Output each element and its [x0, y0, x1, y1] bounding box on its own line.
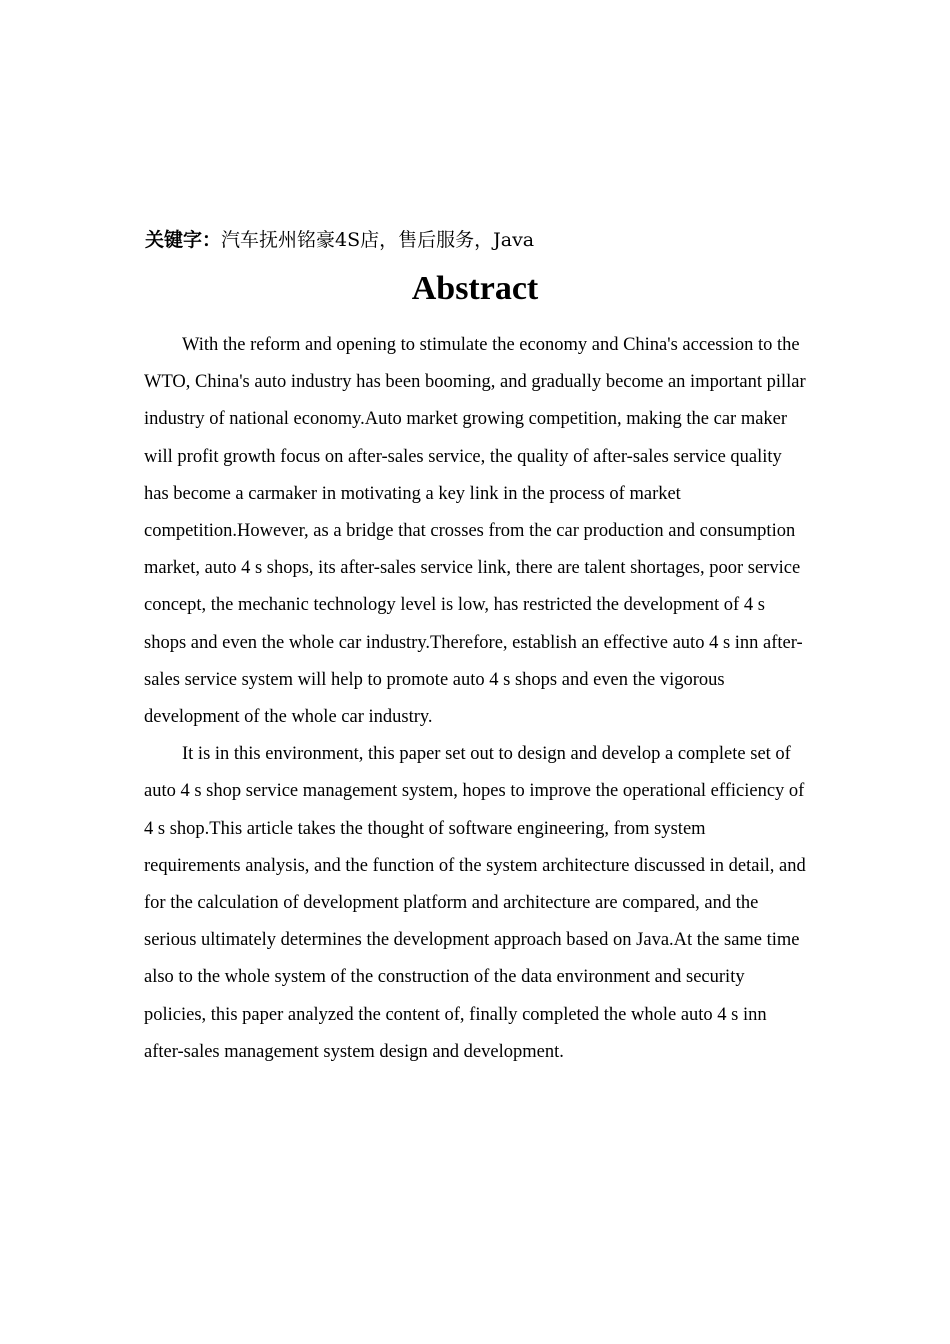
- abstract-paragraph-1: With the reform and opening to stimulate the economy and China's accession to the WTO, China's auto industry has been booming, and gradually become an important pillar industry of national economy.Auto market growing competition, making the car maker will profit growth focus on after-sales service, the quality of after-sales service quality has become a carmaker in motivating a key link in the process of market competition.However, as a bridge that crosses from the car production and consumption market, auto 4 s shops, its after-sales service link, there are talent shortages, poor service concept, the mechanic technology level is low, has restricted the development of 4 s shops and even the whole car industry.Therefore, establish an effective auto 4 s inn after-sales service system will help to promote auto 4 s shops and even the vigorous development of the whole car industry.: [144, 335, 806, 728]
- keywords-label: 关键字：: [145, 229, 222, 251]
- keywords-value: 汽车抚州铭豪4S店，售后服务，Java: [221, 229, 535, 251]
- abstract-paragraph-2: It is in this environment, this paper set out to design and develop a complete set of auto 4 s shop service management system, hopes to improve the operational efficiency of 4 s shop.This article takes the thought of software engineering, from system requirements analysis, and the function of the system architecture discussed in detail, and for the calculation of development platform and architecture are compared, and the serious ultimately determines the development approach based on Java.At the same time also to the whole system of the construction of the data environment and security policies, this paper analyzed the content of, finally completed the whole auto 4 s inn after-sales management system design and development.: [144, 744, 806, 1062]
- abstract-body: [144, 327, 806, 1071]
- keywords-line: [145, 227, 825, 253]
- abstract-title: Abstract: [411, 270, 539, 307]
